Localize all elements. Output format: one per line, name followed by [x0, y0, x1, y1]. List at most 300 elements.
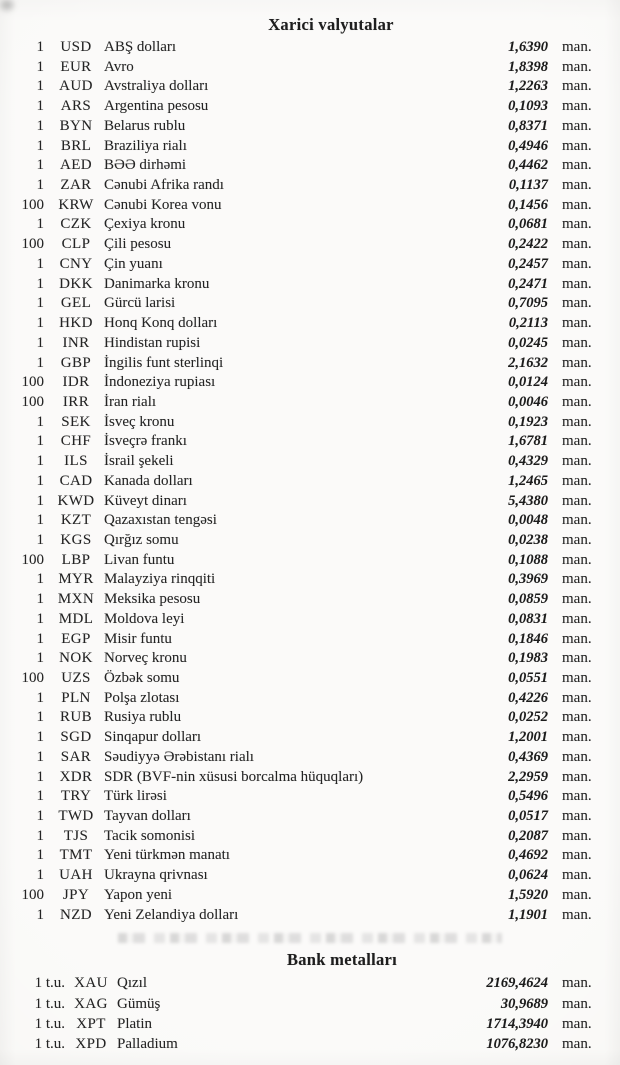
- rate-row: [0, 590, 620, 610]
- currency-code: EUR: [60, 58, 92, 75]
- currency-name: Palladium: [117, 1036, 178, 1053]
- currency-code: DKK: [59, 275, 93, 292]
- quantity-value: 1: [36, 157, 44, 174]
- currency-code: TWD: [58, 808, 94, 825]
- unit-label: man.: [562, 906, 592, 923]
- quantity-value: 1 t.u.: [34, 975, 65, 992]
- currency-code: UZS: [61, 670, 91, 686]
- rate-value: 0,0551: [508, 670, 548, 686]
- rate-row: [0, 334, 620, 354]
- unit-label: man.: [562, 670, 592, 686]
- rate-value: 0,1093: [508, 98, 548, 115]
- currency-name: Səudiyyə Ərəbistanı rialı: [104, 748, 254, 765]
- unit-label: man.: [562, 255, 592, 272]
- currency-name: Cənubi Korea vonu: [104, 196, 222, 213]
- rate-row: [0, 728, 620, 748]
- unit-label: man.: [562, 275, 592, 292]
- rate-row: [0, 77, 620, 97]
- currency-code: CHF: [60, 433, 92, 450]
- rate-value: 1,6781: [508, 433, 548, 450]
- currency-code: NOK: [59, 650, 93, 667]
- currency-name: SDR (BVF-nin xüsusi borcalma hüquqları): [104, 768, 364, 785]
- unit-label: man.: [562, 354, 592, 371]
- rate-row: [0, 551, 620, 571]
- rate-value: 0,0831: [508, 610, 548, 627]
- rate-value: 1,2263: [508, 78, 548, 95]
- rate-row: [0, 1034, 620, 1054]
- rate-row: [0, 294, 620, 314]
- rate-row: [0, 669, 620, 689]
- unit-label: man.: [562, 610, 592, 627]
- rate-row: [0, 58, 620, 78]
- rate-row: [0, 156, 620, 176]
- rate-row: [0, 492, 620, 512]
- unit-label: man.: [562, 808, 592, 825]
- currency-name: Türk lirəsi: [104, 788, 167, 805]
- currency-name: Avro: [104, 58, 134, 75]
- rate-value: 1,2465: [508, 472, 548, 489]
- rate-row: [0, 354, 620, 374]
- rate-value: 0,4226: [508, 689, 548, 706]
- quantity-value: 1: [36, 591, 44, 608]
- quantity-value: 1: [36, 472, 44, 489]
- rate-row: [0, 973, 620, 993]
- rate-value: 0,1137: [508, 177, 548, 194]
- rate-row: [0, 866, 620, 886]
- rate-row: [0, 886, 620, 906]
- currency-code: XDR: [59, 768, 93, 785]
- quantity-value: 1: [36, 177, 44, 194]
- unit-label: man.: [562, 847, 592, 864]
- currency-name: Sinqapur dolları: [104, 729, 202, 746]
- currency-name: Argentina pesosu: [104, 98, 209, 115]
- rate-row: [0, 846, 620, 866]
- currency-name: Platin: [117, 1015, 153, 1032]
- rate-value: 1,8398: [508, 58, 548, 75]
- rate-value: 0,0252: [508, 709, 548, 726]
- rate-value: 1,2001: [508, 729, 548, 746]
- rate-value: 0,4462: [508, 157, 548, 174]
- quantity-value: 1: [36, 255, 44, 272]
- currency-name: Tayvan dolları: [104, 808, 191, 825]
- rate-row: [0, 994, 620, 1014]
- unit-label: man.: [562, 236, 592, 253]
- rate-value: 0,4329: [508, 453, 548, 470]
- quantity-value: 1: [36, 748, 44, 765]
- currency-name: Çin yuanı: [104, 255, 163, 272]
- rate-row: [0, 255, 620, 275]
- currency-name: Honq Konq dolları: [104, 315, 218, 332]
- quantity-value: 1: [36, 610, 44, 627]
- rate-value: 0,1088: [508, 551, 548, 568]
- quantity-value: 100: [21, 393, 44, 410]
- currency-code: AED: [59, 157, 93, 174]
- unit-label: man.: [562, 788, 592, 805]
- currency-code: ZAR: [60, 177, 92, 194]
- rate-row: [0, 373, 620, 393]
- quantity-value: 1 t.u.: [34, 995, 65, 1012]
- rate-value: 2,1632: [508, 354, 548, 371]
- scan-corner-smudge: [0, 0, 20, 16]
- rate-value: 0,7095: [508, 295, 548, 312]
- rate-row: [0, 472, 620, 492]
- rate-value: 0,4946: [508, 137, 548, 154]
- quantity-value: 1: [36, 334, 44, 351]
- currency-name: Qırğız somu: [104, 531, 179, 548]
- currency-name: Tacik somonisi: [104, 827, 196, 844]
- unit-label: man.: [562, 433, 592, 450]
- currency-name: Qazaxıstan tengəsi: [104, 512, 217, 529]
- quantity-value: 1: [36, 453, 44, 470]
- rate-row: [0, 215, 620, 235]
- currency-code: XPT: [76, 1015, 106, 1032]
- unit-label: man.: [562, 295, 592, 312]
- currency-name: BƏƏ dirhəmi: [104, 157, 187, 174]
- rate-value: 0,0238: [508, 531, 548, 548]
- currency-name: ABŞ dolları: [104, 39, 177, 55]
- quantity-value: 1: [36, 433, 44, 450]
- quantity-value: 100: [21, 196, 44, 213]
- currency-code: GEL: [60, 295, 92, 312]
- rate-value: 0,3969: [508, 571, 548, 588]
- unit-label: man.: [562, 177, 592, 194]
- currency-code: KGS: [60, 531, 92, 548]
- quantity-value: 100: [21, 670, 44, 686]
- rate-row: [0, 137, 620, 157]
- metals-section-title: Bank metalları: [286, 950, 398, 970]
- rate-value: 0,2457: [508, 255, 548, 272]
- rate-value: 0,0859: [508, 591, 548, 608]
- quantity-value: 1: [36, 847, 44, 864]
- quantity-value: 100: [21, 886, 44, 903]
- unit-label: man.: [562, 709, 592, 726]
- currency-code: CAD: [59, 472, 93, 489]
- currency-name: Cənubi Afrika randı: [104, 177, 224, 194]
- currency-name: Norveç kronu: [104, 650, 187, 667]
- currency-code: INR: [62, 334, 90, 351]
- currency-name: Gümüş: [117, 995, 161, 1012]
- quantity-value: 1: [36, 729, 44, 746]
- quantity-value: 1: [36, 788, 44, 805]
- rate-value: 1076,8230: [486, 1036, 548, 1053]
- currency-name: Livan funtu: [104, 551, 175, 568]
- unit-label: man.: [562, 196, 592, 213]
- rate-row: [0, 38, 620, 58]
- currency-code: CLP: [61, 236, 91, 253]
- unit-label: man.: [562, 413, 592, 430]
- rate-value: 2169,4624: [486, 975, 548, 992]
- rate-value: 0,4369: [508, 748, 548, 765]
- currency-code: BRL: [60, 137, 92, 154]
- unit-label: man.: [562, 630, 592, 647]
- page-bleed-through-artifact: [118, 933, 502, 943]
- currency-code: SEK: [61, 413, 91, 430]
- currency-code: SAR: [60, 748, 92, 765]
- rate-value: 5,4380: [508, 492, 548, 509]
- unit-label: man.: [562, 472, 592, 489]
- currency-code: KZT: [60, 512, 92, 529]
- rate-row: [0, 807, 620, 827]
- currency-code: RUB: [59, 709, 93, 726]
- rate-value: 0,0124: [508, 374, 548, 391]
- rate-row: [0, 176, 620, 196]
- currency-name: İngilis funt sterlinqi: [104, 354, 224, 371]
- currency-code: AUD: [59, 78, 93, 95]
- quantity-value: 1: [36, 413, 44, 430]
- quantity-value: 1: [36, 808, 44, 825]
- quantity-value: 1: [36, 689, 44, 706]
- quantity-value: 1: [36, 354, 44, 371]
- rate-row: [0, 708, 620, 728]
- rate-row: [0, 432, 620, 452]
- currency-code: UAH: [59, 867, 93, 884]
- rate-row: [0, 906, 620, 926]
- rate-row: [0, 610, 620, 630]
- quantity-value: 1: [36, 295, 44, 312]
- currency-code: LBP: [61, 551, 91, 568]
- quantity-value: 1: [36, 906, 44, 923]
- rate-value: 0,5496: [508, 788, 548, 805]
- unit-label: man.: [562, 748, 592, 765]
- quantity-value: 1: [36, 867, 44, 884]
- unit-label: man.: [562, 453, 592, 470]
- quantity-value: 1: [36, 98, 44, 115]
- quantity-value: 1: [36, 216, 44, 233]
- rate-row: [0, 1014, 620, 1034]
- rate-row: [0, 570, 620, 590]
- rate-value: 0,0624: [508, 867, 548, 884]
- rate-row: [0, 827, 620, 847]
- rate-row: [0, 275, 620, 295]
- rate-value: 1,6390: [508, 39, 548, 55]
- quantity-value: 1: [36, 630, 44, 647]
- currency-code: ILS: [64, 453, 88, 470]
- currency-code: JPY: [62, 886, 90, 903]
- rate-value: 0,4692: [508, 847, 548, 864]
- currency-code: MXN: [57, 591, 95, 608]
- currency-code: TJS: [63, 827, 89, 844]
- currency-name: İsveçrə frankı: [104, 433, 187, 450]
- unit-label: man.: [562, 78, 592, 95]
- currency-name: Ukrayna qrivnası: [104, 867, 208, 884]
- unit-label: man.: [562, 58, 592, 75]
- currency-code: MDL: [58, 610, 94, 627]
- quantity-value: 1: [36, 492, 44, 509]
- rate-row: [0, 196, 620, 216]
- unit-label: man.: [562, 137, 592, 154]
- currency-name: Küveyt dinarı: [104, 492, 187, 509]
- quantity-value: 1: [36, 650, 44, 667]
- rate-row: [0, 531, 620, 551]
- quantity-value: 100: [21, 374, 44, 391]
- unit-label: man.: [562, 867, 592, 884]
- rate-value: 0,8371: [508, 117, 548, 134]
- unit-label: man.: [562, 995, 592, 1012]
- rate-row: [0, 630, 620, 650]
- rate-value: 1714,3940: [486, 1015, 548, 1032]
- currency-name: Misir funtu: [104, 630, 172, 647]
- unit-label: man.: [562, 650, 592, 667]
- quantity-value: 1 t.u.: [34, 1015, 65, 1032]
- currency-code: EGP: [61, 630, 91, 647]
- currency-name: Hindistan rupisi: [104, 334, 201, 351]
- rate-row: [0, 97, 620, 117]
- unit-label: man.: [562, 729, 592, 746]
- currency-name: Rusiya rublu: [104, 709, 182, 726]
- unit-label: man.: [562, 531, 592, 548]
- currency-code: XAU: [74, 975, 108, 992]
- unit-label: man.: [562, 551, 592, 568]
- unit-label: man.: [562, 689, 592, 706]
- rate-value: 0,1456: [508, 196, 548, 213]
- currency-name: Çili pesosu: [104, 236, 172, 253]
- rate-value: 0,1846: [508, 630, 548, 647]
- quantity-value: 1: [36, 827, 44, 844]
- currency-name: Malayziya rinqqiti: [104, 571, 216, 588]
- currency-name: Meksika pesosu: [104, 591, 201, 608]
- rate-value: 0,1923: [508, 413, 548, 430]
- unit-label: man.: [562, 374, 592, 391]
- currency-code: KRW: [58, 196, 94, 213]
- unit-label: man.: [562, 315, 592, 332]
- quantity-value: 100: [21, 551, 44, 568]
- currency-name: Özbək somu: [104, 670, 180, 686]
- currency-name: Yeni Zelandiya dolları: [104, 906, 239, 923]
- currency-code: SGD: [60, 729, 92, 746]
- unit-label: man.: [562, 39, 592, 55]
- rate-row: [0, 689, 620, 709]
- currency-name: Danimarka kronu: [104, 275, 210, 292]
- currency-code: HKD: [59, 315, 93, 332]
- currencies-section-title: Xarici valyutalar: [268, 15, 394, 34]
- currency-name: Qızıl: [117, 975, 147, 992]
- currency-code: IRR: [62, 393, 90, 410]
- quantity-value: 1: [36, 58, 44, 75]
- currency-code: KWD: [57, 492, 95, 509]
- quantity-value: 1 t.u.: [34, 1036, 65, 1053]
- currency-code: XPD: [75, 1036, 107, 1053]
- currency-code: XAG: [74, 995, 108, 1012]
- unit-label: man.: [562, 571, 592, 588]
- rate-row: [0, 649, 620, 669]
- quantity-value: 1: [36, 78, 44, 95]
- currency-name: Gürcü larisi: [104, 295, 176, 312]
- quantity-value: 1: [36, 531, 44, 548]
- quantity-value: 1: [36, 709, 44, 726]
- currency-name: Yeni türkmən manatı: [104, 847, 230, 864]
- quantity-value: 100: [21, 236, 44, 253]
- currency-name: Moldova leyi: [104, 610, 185, 627]
- rate-value: 0,2422: [508, 236, 548, 253]
- quantity-value: 1: [36, 768, 44, 785]
- metals-table: [0, 973, 620, 1054]
- rate-row: [0, 413, 620, 433]
- rate-value: 1,5920: [508, 886, 548, 903]
- currency-code: PLN: [61, 689, 91, 706]
- currency-name: Braziliya rialı: [104, 137, 187, 154]
- rate-value: 0,1983: [508, 650, 548, 667]
- currency-code: CNY: [59, 255, 93, 272]
- currencies-table: [0, 38, 620, 925]
- unit-label: man.: [562, 216, 592, 233]
- currency-code: USD: [60, 39, 92, 55]
- rate-row: [0, 452, 620, 472]
- currency-code: CZK: [60, 216, 92, 233]
- rate-row: [0, 235, 620, 255]
- unit-label: man.: [562, 157, 592, 174]
- currency-code: ARS: [60, 98, 92, 115]
- currency-code: BYN: [59, 117, 93, 134]
- rate-value: 0,2087: [508, 827, 548, 844]
- currency-name: Çexiya kronu: [104, 216, 186, 233]
- quantity-value: 1: [36, 571, 44, 588]
- currency-code: TRY: [60, 788, 92, 805]
- rate-row: [0, 393, 620, 413]
- currency-name: İndoneziya rupiası: [104, 374, 216, 391]
- currency-name: İsrail şekeli: [104, 453, 174, 470]
- currency-code: TMT: [59, 847, 93, 864]
- currency-code: MYR: [58, 571, 94, 588]
- unit-label: man.: [562, 886, 592, 903]
- unit-label: man.: [562, 768, 592, 785]
- unit-label: man.: [562, 393, 592, 410]
- unit-label: man.: [562, 492, 592, 509]
- unit-label: man.: [562, 117, 592, 134]
- unit-label: man.: [562, 1036, 592, 1053]
- unit-label: man.: [562, 827, 592, 844]
- rate-row: [0, 117, 620, 137]
- rate-row: [0, 314, 620, 334]
- quantity-value: 1: [36, 39, 44, 55]
- rate-value: 30,9689: [500, 995, 548, 1012]
- rate-value: 0,0517: [508, 808, 548, 825]
- rate-value: 0,0245: [508, 334, 548, 351]
- unit-label: man.: [562, 591, 592, 608]
- quantity-value: 1: [36, 512, 44, 529]
- currency-name: Yapon yeni: [104, 886, 173, 903]
- currency-name: Belarus rublu: [104, 117, 186, 134]
- unit-label: man.: [562, 512, 592, 529]
- currency-name: Polşa zlotası: [104, 689, 180, 706]
- quantity-value: 1: [36, 117, 44, 134]
- currency-name: İran rialı: [104, 393, 157, 410]
- currency-name: Avstraliya dolları: [104, 78, 209, 95]
- unit-label: man.: [562, 1015, 592, 1032]
- rate-value: 1,1901: [508, 906, 548, 923]
- unit-label: man.: [562, 975, 592, 992]
- unit-label: man.: [562, 98, 592, 115]
- quantity-value: 1: [36, 275, 44, 292]
- rate-value: 0,0681: [508, 216, 548, 233]
- rate-row: [0, 748, 620, 768]
- currency-name: Kanada dolları: [104, 472, 193, 489]
- currency-code: NZD: [59, 906, 93, 923]
- rate-value: 0,0048: [508, 512, 548, 529]
- rate-row: [0, 787, 620, 807]
- rate-row: [0, 768, 620, 788]
- currency-name: İsveç kronu: [104, 413, 175, 430]
- currency-code: GBP: [60, 354, 92, 371]
- currency-code: IDR: [62, 374, 90, 391]
- unit-label: man.: [562, 334, 592, 351]
- quantity-value: 1: [36, 137, 44, 154]
- rate-row: [0, 511, 620, 531]
- rate-value: 2,2959: [508, 768, 548, 785]
- rate-value: 0,0046: [508, 393, 548, 410]
- rate-value: 0,2113: [508, 315, 548, 332]
- quantity-value: 1: [36, 315, 44, 332]
- rate-value: 0,2471: [508, 275, 548, 292]
